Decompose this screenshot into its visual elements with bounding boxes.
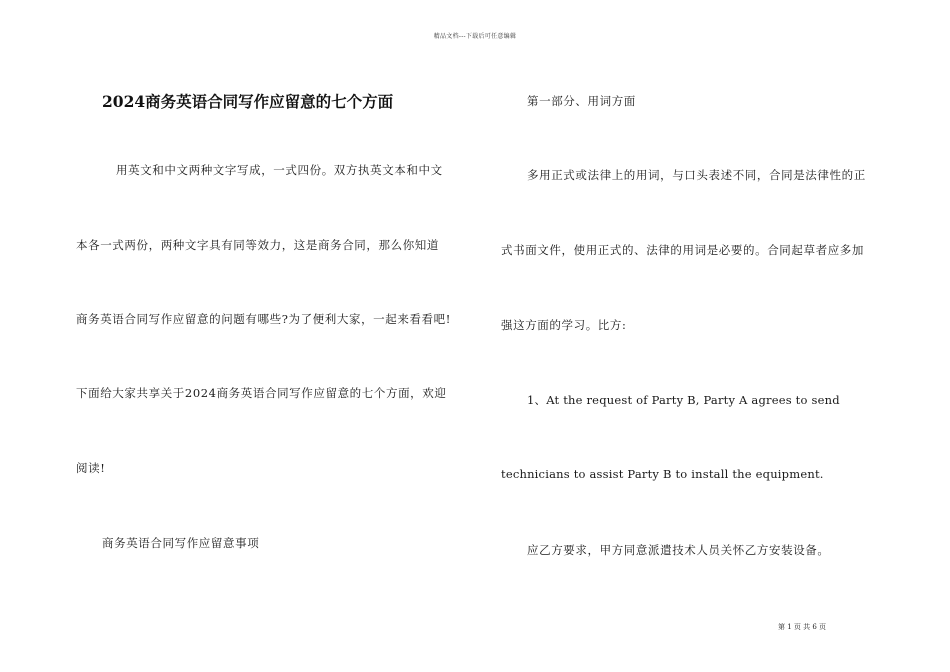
right-paragraph-line-2: 式书面文件，使用正式的、法律的用词是必要的。合同起草者应多加 (501, 243, 864, 257)
document-title: 2024商务英语合同写作应留意的七个方面 (102, 92, 394, 111)
header-note: 精品文档---下载后可任意编辑 (433, 33, 517, 40)
left-paragraph-line-4: 下面给大家共享关于2024商务英语合同写作应留意的七个方面，欢迎 (76, 386, 447, 400)
left-paragraph-line-1: 用英文和中文两种文字写成，一式四份。双方执英文本和中文 (116, 163, 443, 177)
right-example-translation: 应乙方要求，甲方同意派遣技术人员关怀乙方安装设备。 (527, 543, 830, 557)
left-section-heading: 商务英语合同写作应留意事项 (102, 536, 260, 550)
left-paragraph-line-2: 本各一式两份，两种文字具有同等效力，这是商务合同，那么你知道 (76, 238, 439, 252)
page-number: 第 1 页 共 6 页 (778, 623, 827, 631)
right-example-en-line-1: 1、At the request of Party B, Party A agrees to send (527, 393, 840, 407)
right-section-heading: 第一部分、用词方面 (527, 94, 636, 108)
right-example-en-line-2: technicians to assist Party B to install the equipment. (501, 467, 824, 481)
right-paragraph-line-3: 强这方面的学习。比方: (501, 318, 627, 332)
left-paragraph-line-5: 阅读! (76, 461, 106, 475)
right-paragraph-line-1: 多用正式或法律上的用词，与口头表述不同，合同是法律性的正 (527, 168, 866, 182)
left-paragraph-line-3: 商务英语合同写作应留意的问题有哪些?为了便利大家，一起来看看吧! (76, 312, 451, 326)
